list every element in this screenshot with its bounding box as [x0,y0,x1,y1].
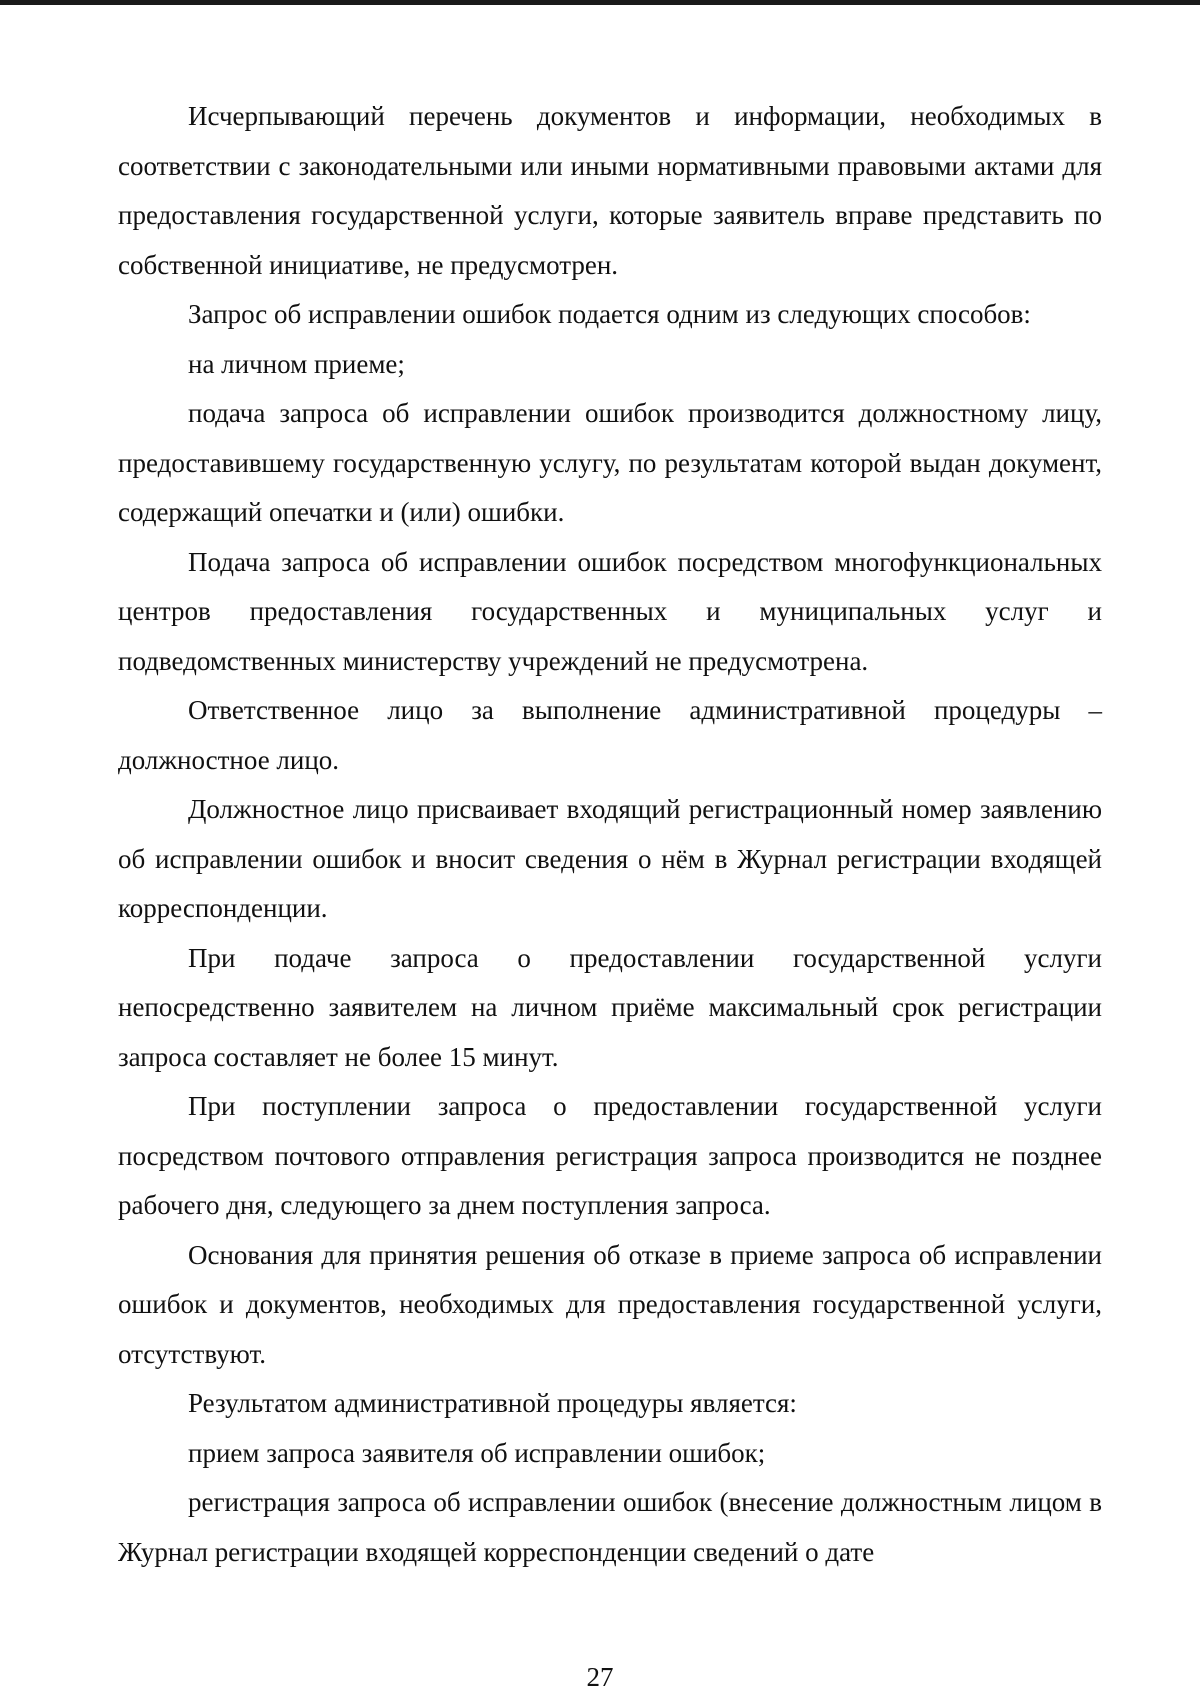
paragraph-refusal-grounds: Основания для принятия решения об отказе в приеме запроса об исправлении ошибок и документов, необходимых для предоставления государственной услуги, отсутствуют. [118,1239,1102,1369]
paragraph-documents-list: Исчерпывающий перечень документов и информации, необходимых в соответствии с законодательными или иными нормативными правовыми актами для предоставления государственной услуги, которые заявитель вправе представить по собственной инициативе, не предусмотрен. [118,101,1102,280]
paragraph-request-methods: Запрос об исправлении ошибок подается одним из следующих способов: [188,299,1031,329]
paragraph-registration-number: Должностное лицо присваивает входящий регистрационный номер заявлению об исправлении ошибок и вносит сведения о нём в Журнал регистрации входящей корреспонденции. [118,794,1102,923]
document-body [118,92,1102,1577]
scan-top-border [0,0,1200,5]
paragraph-request-registration: регистрация запроса об исправлении ошибок (внесение должностным лицом в Журнал регистрации входящей корреспонденции сведений о дате [118,1487,1102,1567]
paragraph-responsible-person: Ответственное лицо за выполнение административной процедуры – должностное лицо. [118,695,1102,775]
paragraph-procedure-result: Результатом административной процедуры является: [188,1388,797,1418]
page-number: 27 [586,1662,614,1692]
paragraph-mfc-not-provided: Подача запроса об исправлении ошибок посредством многофункциональных центров предоставления государственных и муниципальных услуг и подведомственных министерству учреждений не предусмотрена. [118,546,1102,676]
paragraph-request-acceptance: прием запроса заявителя об исправлении ошибок; [188,1437,766,1468]
paragraph-personal-reception: на личном приеме; [188,348,405,379]
paragraph-submission-to-official: подача запроса об исправлении ошибок производится должностному лицу, предоставившему государственную услугу, по результатам которой выдан документ, содержащий опечатки и (или) ошибки. [118,398,1102,527]
paragraph-postal-registration: При поступлении запроса о предоставлении государственной услуги посредством почтового отправления регистрация запроса производится не позднее рабочего дня, следующего за днем поступления запроса. [118,1091,1102,1220]
paragraph-registration-time: При подаче запроса о предоставлении государственной услуги непосредственно заявителем на личном приёме максимальный срок регистрации запроса составляет не более 15 минут. [118,942,1102,1072]
